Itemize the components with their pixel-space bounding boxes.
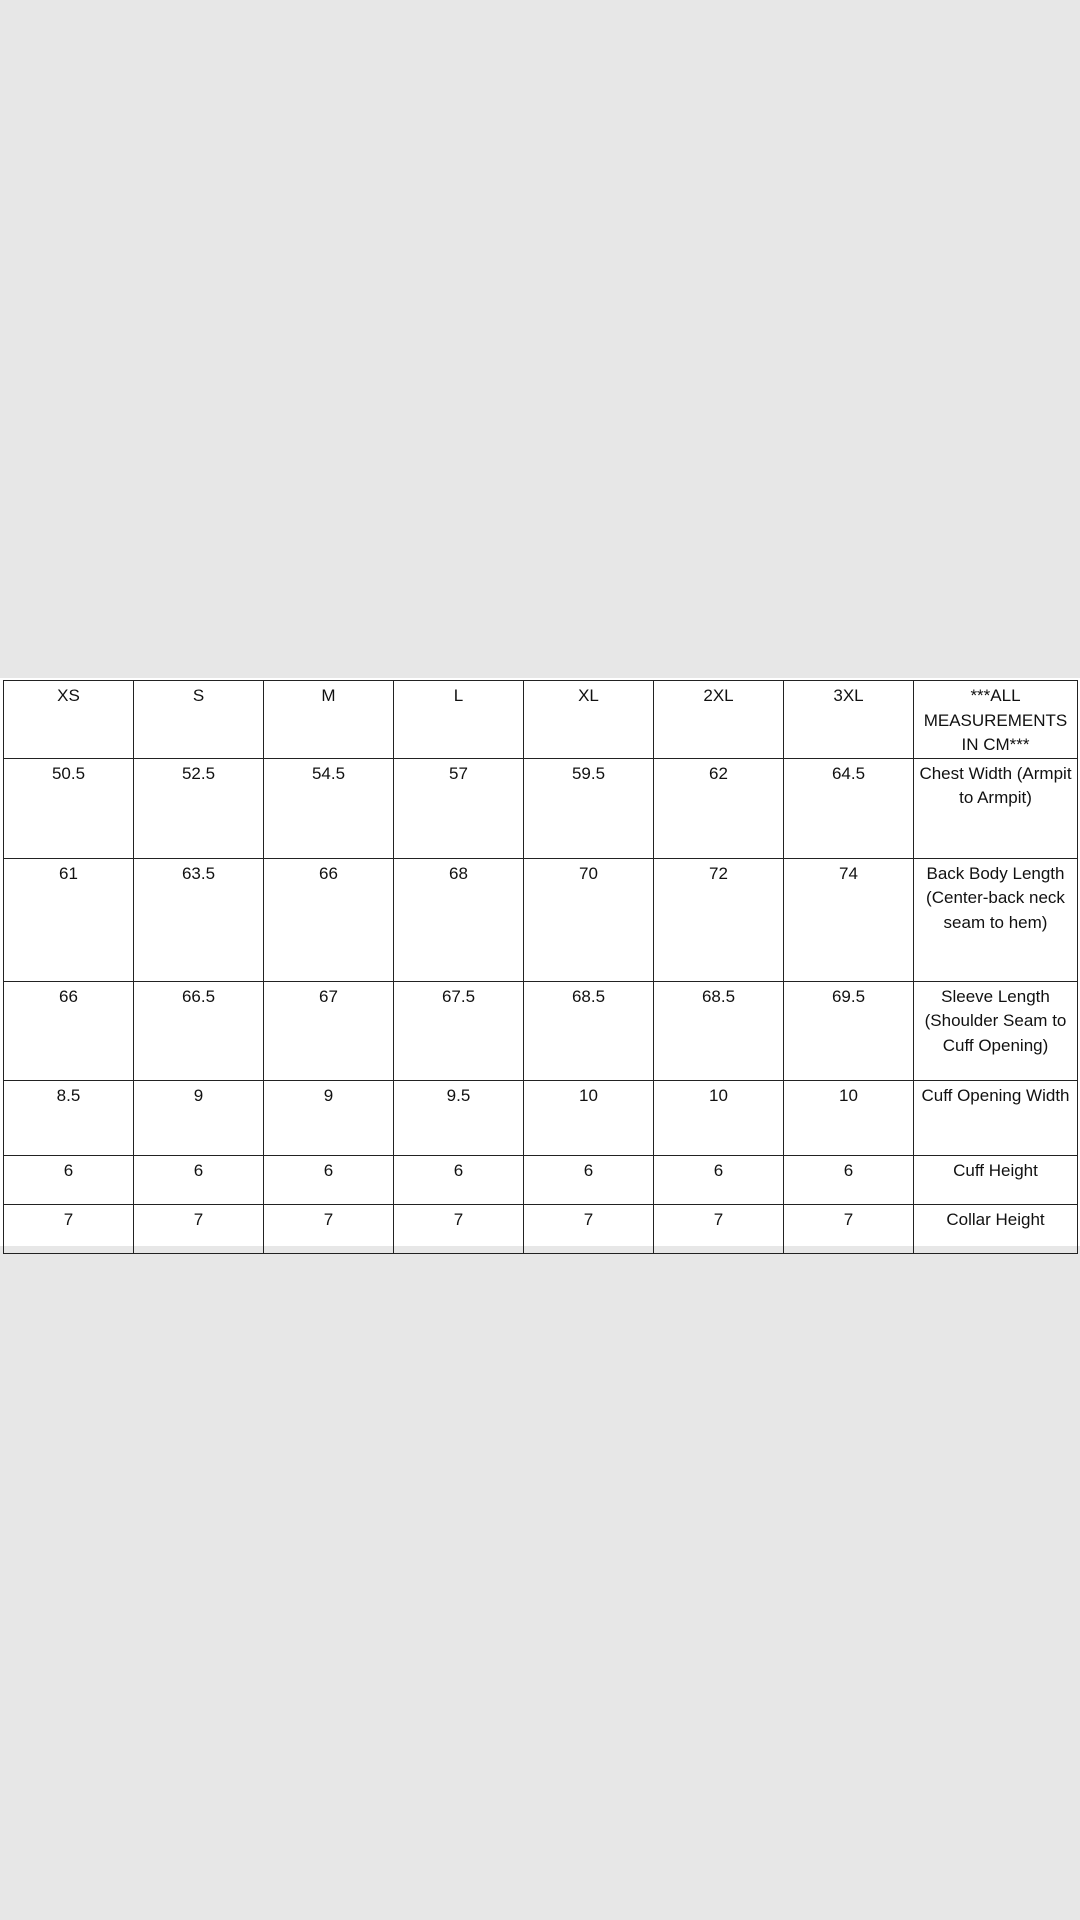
table-cell: 6 bbox=[264, 1155, 394, 1204]
table-cell: 68.5 bbox=[524, 981, 654, 1080]
table-cell: 10 bbox=[654, 1080, 784, 1155]
table-cell: 6 bbox=[784, 1155, 914, 1204]
table-cell: 8.5 bbox=[4, 1080, 134, 1155]
size-header-m: M bbox=[264, 681, 394, 759]
table-cell: 10 bbox=[524, 1080, 654, 1155]
table-row-back-body-length bbox=[4, 858, 1078, 981]
size-header-3xl: 3XL bbox=[784, 681, 914, 759]
table-row-cuff-height bbox=[4, 1155, 1078, 1204]
size-header-l: L bbox=[394, 681, 524, 759]
table-cell: 68 bbox=[394, 858, 524, 981]
table-cell: 6 bbox=[134, 1155, 264, 1204]
size-header-2xl: 2XL bbox=[654, 681, 784, 759]
table-cell: 7 bbox=[524, 1204, 654, 1253]
table-cell: 64.5 bbox=[784, 758, 914, 858]
table-row-cuff-opening-width bbox=[4, 1080, 1078, 1155]
table-cell: 7 bbox=[654, 1204, 784, 1253]
table-cell: 66.5 bbox=[134, 981, 264, 1080]
table-cell: 50.5 bbox=[4, 758, 134, 858]
table-cell: 6 bbox=[4, 1155, 134, 1204]
table-cell: 52.5 bbox=[134, 758, 264, 858]
table-cell: 7 bbox=[4, 1204, 134, 1253]
table-cell: 6 bbox=[654, 1155, 784, 1204]
table-cell: 57 bbox=[394, 758, 524, 858]
table-cell: 7 bbox=[784, 1204, 914, 1253]
size-chart-sheet bbox=[0, 678, 1080, 1246]
table-cell: 9 bbox=[264, 1080, 394, 1155]
table-cell: 7 bbox=[264, 1204, 394, 1253]
row-label: Back Body Length (Center-back neck seam to hem) bbox=[914, 858, 1078, 981]
table-cell: 6 bbox=[524, 1155, 654, 1204]
table-cell: 67 bbox=[264, 981, 394, 1080]
table-cell: 69.5 bbox=[784, 981, 914, 1080]
table-cell: 68.5 bbox=[654, 981, 784, 1080]
table-cell: 74 bbox=[784, 858, 914, 981]
table-cell: 70 bbox=[524, 858, 654, 981]
table-cell: 72 bbox=[654, 858, 784, 981]
table-cell: 7 bbox=[134, 1204, 264, 1253]
table-row-chest-width bbox=[4, 758, 1078, 858]
row-label: Cuff Opening Width bbox=[914, 1080, 1078, 1155]
table-cell: 10 bbox=[784, 1080, 914, 1155]
size-header-xs: XS bbox=[4, 681, 134, 759]
table-row-sleeve-length bbox=[4, 981, 1078, 1080]
row-label: Collar Height bbox=[914, 1204, 1078, 1253]
table-cell: 66 bbox=[4, 981, 134, 1080]
table-cell: 9.5 bbox=[394, 1080, 524, 1155]
table-cell: 63.5 bbox=[134, 858, 264, 981]
table-cell: 6 bbox=[394, 1155, 524, 1204]
table-cell: 67.5 bbox=[394, 981, 524, 1080]
table-row-collar-height bbox=[4, 1204, 1078, 1253]
table-cell: 62 bbox=[654, 758, 784, 858]
row-label: Sleeve Length (Shoulder Seam to Cuff Opening) bbox=[914, 981, 1078, 1080]
row-label: Chest Width (Armpit to Armpit) bbox=[914, 758, 1078, 858]
table-cell: 61 bbox=[4, 858, 134, 981]
table-cell: 66 bbox=[264, 858, 394, 981]
table-cell: 54.5 bbox=[264, 758, 394, 858]
header-row bbox=[4, 681, 1078, 759]
size-header-xl: XL bbox=[524, 681, 654, 759]
table-cell: 9 bbox=[134, 1080, 264, 1155]
size-chart-table bbox=[3, 680, 1078, 1254]
row-label: Cuff Height bbox=[914, 1155, 1078, 1204]
table-cell: 59.5 bbox=[524, 758, 654, 858]
size-header-s: S bbox=[134, 681, 264, 759]
table-cell: 7 bbox=[394, 1204, 524, 1253]
measurement-unit-note: ***ALL MEASUREMENTS IN CM*** bbox=[914, 681, 1078, 759]
